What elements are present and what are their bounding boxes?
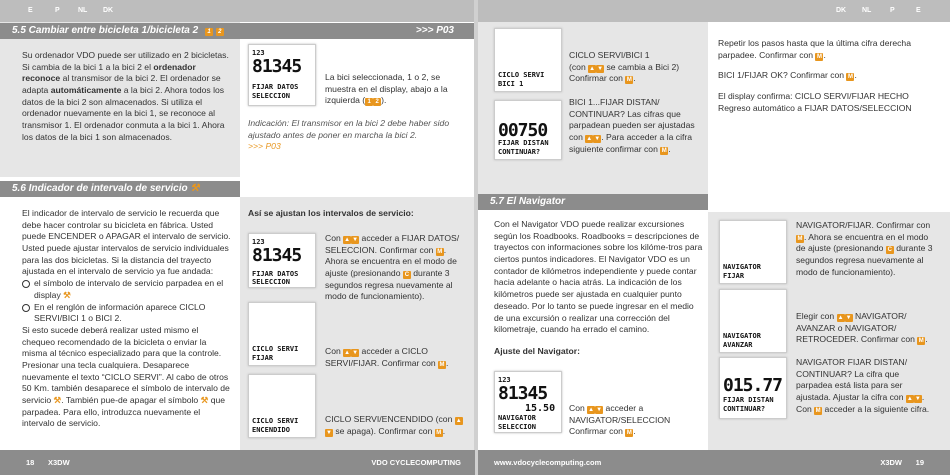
lcd-display (719, 289, 787, 353)
section-header-5-5 (0, 23, 474, 39)
lcd-top: 123 (252, 238, 265, 246)
text-line: CICLO SERVI/BICI 1 (569, 50, 650, 60)
lcd-big: 015.77 (723, 375, 783, 396)
s55-display-note: La bici seleccionada, 1 o 2, se muestra en el display, abajo a la izquierda ( 1 2 ). (325, 72, 448, 106)
lang-tab: E (916, 7, 921, 14)
lang-tab: P (55, 7, 60, 14)
lcd-line: FIJAR DISTAN (498, 139, 549, 147)
down-icon: ▼ (845, 315, 852, 321)
r-step-a: CICLO SERVI/BICI 1 (con ▲ ▼ se cambia a Bici 2) Confirmar con M . (569, 50, 704, 85)
brand-name: VDO CYCLECOMPUTING (371, 458, 461, 467)
lcd-line: SELECCION (252, 278, 290, 286)
up-icon: ▲ (344, 237, 351, 243)
down-icon: ▼ (596, 407, 603, 413)
lcd-big: 81345 (252, 56, 302, 77)
step-1: Con ▲ ▼ acceder a FIJAR DATOS/ SELECCION. Confirmar con M . Ahora se encuentra en el modo de ajuste (presionando C durante 3 segundos regresa nuevamente al modo de funcionamiento). (325, 233, 460, 302)
s56-intro: El indicador de intervalo de servicio le recuerda que debe hacer controlar su bicicleta en fábrica. Usted puede ENCENDER o APAGAR el intervalo de servicio. Usted puede ajustar intervalos de servicio individuales para las dos bicicletas. Si la distancia del trayecto ajustada en el intervalo de servicio ya fue andada: (22, 208, 231, 277)
lcd-line: BICI 1 (498, 80, 524, 88)
lang-tab: NL (862, 7, 872, 14)
down-icon: ▼ (597, 65, 604, 72)
up-icon: ▲ (589, 65, 596, 72)
nav-step-2: Elegir con ▲ ▼ NAVIGATOR/ AVANZAR o NAVIGATOR/ RETROCEDER. Confirmar con M . (796, 311, 928, 345)
m-key-icon: M (661, 147, 667, 154)
hint-text: Indicación: El transmisor en la bici 2 debe haber sido ajustado antes de poner en marcha la bici 2. (248, 118, 450, 140)
lcd-line: CICLO SERVI (498, 71, 545, 79)
m-key-icon: M (815, 407, 821, 414)
wrench-icon: ⚒ (200, 395, 209, 405)
adjust-heading: Ajuste del Navigator: (494, 345, 580, 356)
nav-step-1: NAVIGATOR/FIJAR. Confirmar con M . Ahora se encuentra en el modo de ajuste (presionando C durante 3 segundos regresa nuevamente al modo de funcionamiento). (796, 220, 933, 277)
s56-outro3: que parpadea. Para ello, introduzca nuevamente el intervalo de servicio. (22, 395, 226, 429)
lcd-line: FIJAR DISTAN (723, 396, 774, 404)
lcd-line: FIJAR (252, 354, 274, 362)
footer-left (0, 450, 475, 475)
bike1-icon: 1 (205, 28, 213, 36)
lcd-big: 81345 (498, 383, 548, 404)
footer-right (478, 450, 950, 475)
lcd-top: 123 (498, 376, 511, 384)
lcd-line: FIJAR DATOS (252, 83, 299, 91)
m-key-icon: M (797, 235, 803, 242)
m-key-icon: M (847, 74, 853, 81)
page-gutter (474, 0, 478, 475)
lcd-display (494, 371, 562, 433)
down-icon: ▼ (326, 429, 332, 436)
section-ref: >>> P03 (415, 25, 454, 36)
down-icon: ▼ (352, 350, 359, 356)
hint-ref: >>> P03 (248, 141, 281, 152)
section-title: 5.6 Indicador de intervalo de servicio (12, 183, 188, 194)
down-icon: ▼ (594, 136, 601, 143)
wrench-icon: ⚒ (53, 395, 62, 405)
s56-body: El indicador de intervalo de servicio le recuerda que debe hacer controlar su bicicleta en fábrica. Usted puede ENCENDER o APAGAR el intervalo de servicio. Usted puede ajustar intervalos de servicio individuales para las dos bicicletas. Si la distancia del trayecto ajustada en el intervalo de servicio ya fue andada: el símbolo de intervalo de servicio parpadea en el display ⚒ En el renglón de información aparece CICLO SERVI/BICI 1 o BICI 2. Si esto sucede deberá realizar usted mismo el chequeo recomendado de la bicicleta o enviar la misma al técnico especializado para que la controle. Presionar una tecla cualquiera. Desaparece nuevamente el texto “CICLO SERVI”. Al cabo de otros 50 Km. también desaparece el símbolo de intervalo de servicio ⚒. También pue-de apagar el símbolo ⚒ que parpadea. Para ello, introduzca nuevamente el intervalo de servicio. (22, 208, 231, 429)
bullet-1: el símbolo de intervalo de servicio parpadea en el display (34, 278, 224, 300)
website: www.vdocyclecomputing.com (494, 458, 602, 467)
s55-hint (248, 118, 468, 153)
lcd-big: 00750 (498, 120, 548, 141)
lcd-line: AVANZAR (723, 341, 753, 349)
m-key-icon: M (439, 361, 445, 368)
r-step-b: BICI 1...FIJAR DISTAN/ CONTINUAR? Las cifras que parpadean pueden ser ajustadas con ▲ ▼. Para acceder a la cifra siguiente confirmar con M . (569, 97, 695, 154)
s55-paragraph: Su ordenador VDO puede ser utilizado en 2 bicicletas. Si cambia de la bici 1 a la bici 2 el ordenador reconoce al transmisor de la bici 2. El ordenador se adapta automáticamente a la bici 2. Ahora todos los datos de la bici 2 son almacenados. Si utiliza el ordenador nuevamente en la bici 1, se reconoce al transmisor 1. El ordenador conmuta a la bici 1. Ahora los datos de la bici 1 son almacenados. (22, 50, 229, 142)
up-icon: ▲ (344, 350, 351, 356)
page-number: 19 (915, 458, 924, 467)
bullet-2: En el renglón de información aparece CICLO SERVI/BICI 1 o BICI 2. (22, 302, 232, 325)
lcd-line: CONTINUAR? (498, 148, 541, 156)
up-icon: ▲ (906, 396, 913, 403)
wrench-icon: ⚒ (63, 289, 71, 300)
lang-tab: P (890, 7, 895, 14)
lcd-display (248, 302, 316, 366)
s55-body (22, 50, 232, 144)
model-name: X3DW (880, 458, 902, 467)
bike2-icon: 2 (216, 28, 224, 36)
up-icon: ▲ (588, 407, 595, 413)
m-key-icon: M (816, 53, 822, 60)
top-bar-left (0, 0, 475, 22)
m-key-icon: M (436, 429, 442, 436)
lcd-big: 81345 (252, 245, 302, 266)
model-name: X3DW (48, 458, 70, 467)
lcd-display (494, 28, 562, 92)
lcd-display (494, 100, 562, 160)
down-icon: ▼ (914, 396, 921, 403)
nav-step-3: NAVIGATOR FIJAR DISTAN/ CONTINUAR? La cifra que parpadea está lista para ser ajustada. Ajustar la cifra con ▲ ▼. Con M acceder a la siguiente cifra. (796, 357, 930, 414)
m-key-icon: M (918, 338, 924, 345)
lcd-display (719, 357, 787, 419)
lcd-line: CICLO SERVI (252, 345, 299, 353)
m-key-icon: M (626, 430, 632, 437)
m-key-icon: M (626, 77, 632, 84)
lcd-line: CONTINUAR? (723, 405, 766, 413)
lcd-display (719, 220, 787, 284)
top-bar-right (475, 0, 950, 22)
lcd-line: CICLO SERVI (252, 417, 299, 425)
up-icon: ▲ (455, 418, 462, 424)
lcd-line: SELECCION (252, 92, 290, 100)
lcd-line: ENCENDIDO (252, 426, 290, 434)
lang-tab: DK (103, 7, 114, 14)
lcd-line: NAVIGATOR (723, 263, 761, 271)
up-icon: ▲ (837, 315, 844, 321)
lcd-display (248, 44, 316, 106)
s56-outro: Si esto sucede deberá realizar usted mismo el chequeo recomendado de la bicicleta o enviar la misma al técnico especializado para que la controle. Presionar una tecla cualquiera. Desaparece nuevamente el texto “CICLO SERVI”. Al cabo de otros 50 Km. también desaparece el símbolo de intervalo de servicio (22, 324, 230, 405)
section-title: 5.7 El Navigator (490, 196, 566, 207)
adjust-step: Con ▲ ▼ acceder a NAVIGATOR/SELECCION Confirmar con M . (569, 403, 671, 437)
step-2: Con ▲ ▼ acceder a CICLO SERVI/FIJAR. Confirmar con M . (325, 346, 449, 368)
page-number: 18 (26, 458, 35, 467)
lcd-line: NAVIGATOR (723, 332, 761, 340)
lang-tab: DK (836, 7, 847, 14)
lcd-line: FIJAR (723, 272, 745, 280)
section-header-5-7 (478, 194, 708, 210)
lcd-line: 15.50 (525, 403, 556, 414)
s56-outro2: También pue-de apagar el símbolo (65, 395, 199, 405)
text-line: El display confirma: CICLO SERVI/FIJAR HECHO Regreso automático a FIJAR DATOS/SELECCION (718, 91, 912, 113)
lcd-line: NAVIGATOR (498, 414, 536, 422)
step-3: CICLO SERVI/ENCENDIDO (con ▲▼ se apaga). Confirmar con M . (325, 414, 462, 436)
lcd-line: SELECCION (498, 423, 536, 431)
s57-body (494, 219, 704, 358)
m-key-icon: M (437, 248, 443, 255)
c-key-icon: C (887, 247, 892, 254)
lcd-display (248, 374, 316, 438)
wrench-icon: ⚒ (190, 183, 200, 194)
lcd-display (248, 233, 316, 288)
lang-tab: E (28, 7, 33, 14)
s57-intro: Con el Navigator VDO puede realizar excursiones según los Roadbooks. Roadbooks = descripciones de trayectos con informaciones sobre los kilóme-tros para ciertos puntos indicadores. El Navigator VDO es un contador de kilómetros independiente y puede contar hacia adelante o hacia atrás. La indicación de los kilómetros puede ser ajustada en cualquier punto deseado. Por lo tanto se puede ingresar en el medio de una excursión o realizar una corrección del kilometraje, cuando ha errado el camino. (494, 219, 703, 335)
c-key-icon: C (404, 272, 410, 279)
lang-tab: NL (78, 7, 88, 14)
lcd-top: 123 (252, 49, 265, 57)
down-icon: ▼ (352, 237, 359, 243)
lcd-line: FIJAR DATOS (252, 270, 299, 278)
r-step-c: Repetir los pasos hasta que la última cifra derecha parpadee. Confirmar con M . BICI 1/FIJAR OK? Confirmar con M . El display confirma: CICLO SERVI/FIJAR HECHO Regreso automático a FIJAR DATOS/SELECCION (718, 38, 933, 114)
section-title: 5.5 Cambiar entre bicicleta 1/bicicleta 2 (12, 25, 199, 36)
display-text: La bici seleccionada, 1 o 2, se muestra en el display, abajo a la izquierda (325, 72, 448, 106)
section-header-5-6 (0, 181, 240, 197)
steps-heading: Así se ajustan los intervalos de servicio: (248, 208, 414, 218)
up-icon: ▲ (586, 136, 593, 143)
